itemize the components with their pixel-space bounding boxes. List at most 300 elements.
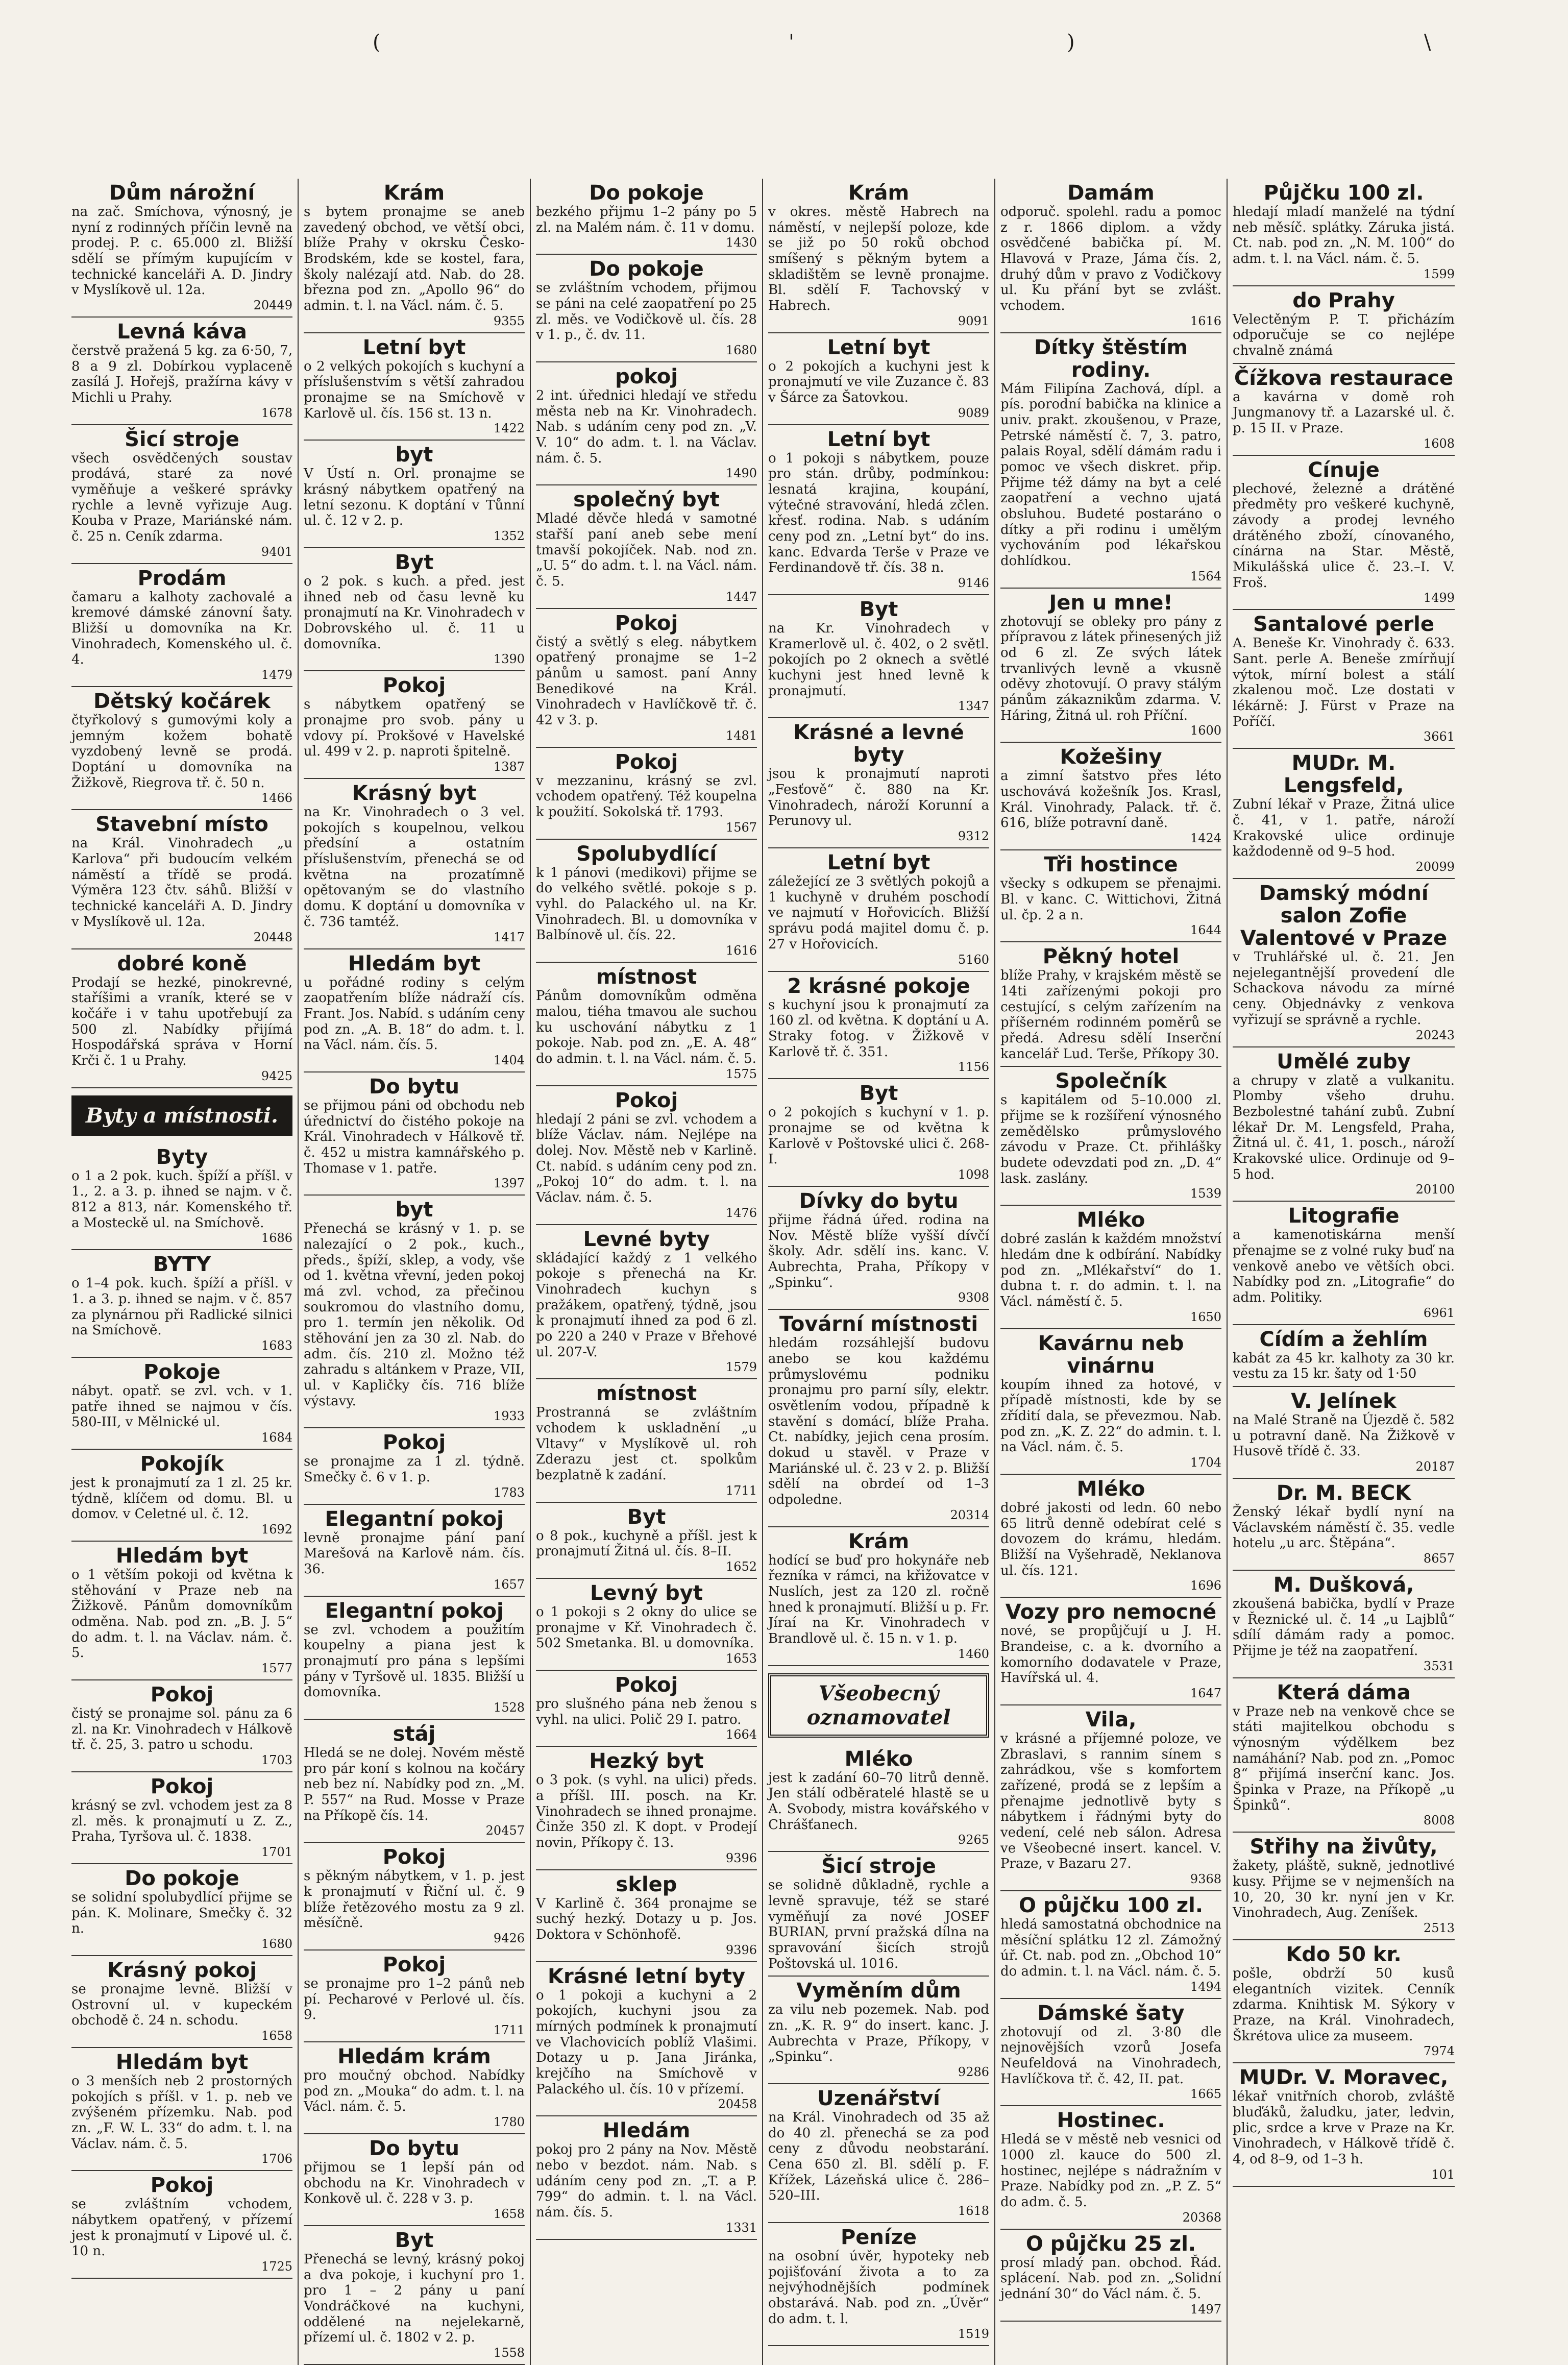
- ad-heading: místnost: [596, 1382, 697, 1406]
- classified-ad: [304, 179, 525, 333]
- ad-heading: Pokoj: [615, 611, 678, 635]
- ad-number: 1331: [725, 2220, 757, 2235]
- ad-body: odporuč. spolehl. radu a pomoc z r. 1866 diplom. a vždy osvědčené babička pí. M. Hlavová v Praze, Jáma čís. 2, druhý dům v pravo z Vodičkovy ul. Ku přání byt se zvlášt. vchodem.: [1000, 204, 1221, 314]
- ad-number: 1519: [958, 2327, 989, 2342]
- ad-number: 1352: [493, 529, 525, 544]
- classified-ad: [71, 318, 292, 425]
- classified-ad: [71, 2171, 292, 2279]
- ad-body: se pronajme za 1 zl. týdně. Smečky č. 6 v 1. p.: [304, 1454, 525, 1485]
- ad-number: 1397: [493, 1176, 525, 1191]
- ad-body: o 1 pokoji a kuchyni a 2 pokojích, kuchyni jsou za mírných podmínek k pronajmutí ve Vlachovicích poblíž Vlašimi. Dotazy u p. Jana Jiránka, krejčího na Smíchově v Palackého ul. čís. 10 v přízemí.: [536, 1987, 757, 2097]
- ad-number: 1577: [261, 1661, 292, 1675]
- ad-body: Hledá se ne dolej. Novém městě pro pár koní s kolnou na kočáry neb bez ní. Nabídky pod zn. „M. P. 557“ na Rud. Mosse v Praze na Příkopě čís. 14.: [304, 1745, 525, 1823]
- classified-ad: [1233, 456, 1455, 611]
- ad-heading: Tovární místnosti: [779, 1312, 978, 1336]
- ad-heading: Do bytu: [369, 1075, 459, 1099]
- ad-number: 20458: [718, 2097, 757, 2112]
- ad-number: 1417: [493, 930, 525, 944]
- ad-number: 1665: [1190, 2087, 1221, 2102]
- ad-body: s pěkným nábytkem, v 1. p. jest k pronajmutí v Řiční ul. č. 9 blíže řetězového mostu za 9 zl. měsíčně.: [304, 1868, 525, 1931]
- ad-body: koupím ihned za hotové, v případě místnosti, kde by se zřídití dala, se převezmou. Nab. pod zn. „K. Z. 22“ do admin. t. l. na Václ. nám. č. 5.: [1000, 1377, 1221, 1455]
- ad-body: plechové, železné a drátěné předměty pro veškeré kuchyně, závody a prodej levného drátěného zboží, cínovaného, cínárna na Star. Městě, Mikulášská ulice č. 23.–I. V. Froš.: [1233, 481, 1455, 591]
- ad-number: 1704: [1190, 1455, 1221, 1470]
- ad-number: 1497: [1190, 2302, 1221, 2317]
- ad-body: čtyřkolový s gumovými koly a jemným kožem bohatě vyzdobený levně se prodá. Doptání u domovníka na Žižkově, Riegrova tř. č. 50 n.: [71, 713, 292, 791]
- classified-ad: [768, 1852, 989, 1977]
- ad-body: hledají mladí manželé na týdní neb měsíč. splátky. Záruka jistá. Ct. nab. pod zn. „N. M. 100“ do adm. t. l. na Václ. nám. č. 5.: [1233, 204, 1455, 267]
- ad-number: 1706: [261, 2152, 292, 2166]
- ad-heading: Dr. M. BECK: [1276, 1481, 1411, 1505]
- classified-ad: [536, 255, 757, 362]
- top-margin-marks: [0, 31, 1568, 61]
- ad-number: 1575: [725, 1066, 757, 1081]
- classified-ad: [1233, 364, 1455, 456]
- classified-ad: [1233, 286, 1455, 364]
- ad-number: 1600: [1190, 723, 1221, 738]
- ad-heading: Hezký byt: [589, 1749, 704, 1773]
- ad-body: na Kr. Vinohradech v Kramerlově ul. č. 402, o 2 světl. pokojích po 2 oknech a světlé kuchyni jest hned levně k pronajmutí.: [768, 621, 989, 699]
- classified-ad: [1000, 589, 1221, 743]
- classified-ad: [536, 1086, 757, 1225]
- classified-ad: [768, 2223, 989, 2346]
- ad-heading: Pokoje: [143, 1360, 220, 1384]
- ad-heading: Do pokoje: [125, 1867, 239, 1890]
- classified-ad: [536, 748, 757, 840]
- ad-heading: MUDr. V. Moravec,: [1239, 2066, 1449, 2090]
- classified-ad: [71, 1956, 292, 2048]
- ad-heading: Umělé zuby: [1277, 1050, 1411, 1074]
- ad-number: 1650: [1190, 1309, 1221, 1324]
- ad-body: záležející ze 3 světlých pokojů a 1 kuchyně v druhém poschodí ve najmutí v Hořovicích. Bližší správu podá majitel domu č. p. 27 v Hořovicích.: [768, 874, 989, 952]
- classified-ad: [1233, 1202, 1455, 1325]
- ad-number: 3531: [1423, 1659, 1455, 1673]
- ad-body: o 1 a 2 pok. kuch. špíží a příšl. v 1., 2. a 3. p. ihned se najm. v č. 812 a 813, nár. Komenského tř. a Mosteckě ul. na Smíchově.: [71, 1168, 292, 1231]
- ad-number: 9265: [958, 1833, 989, 1847]
- classified-ad: [768, 333, 989, 425]
- classified-ad: [304, 1428, 525, 1504]
- classified-ad: [536, 609, 757, 748]
- ad-number: 1618: [958, 2204, 989, 2218]
- ad-body: v mezzaninu, krásný se zvl. vchodem opatřený. Též koupelna k použití. Sokolská tř. 1793.: [536, 773, 757, 820]
- ad-heading: Která dáma: [1277, 1680, 1411, 1704]
- ad-heading: Byt: [859, 598, 898, 622]
- ad-number: 1098: [958, 1167, 989, 1182]
- ad-heading: stáj: [393, 1722, 436, 1746]
- ad-heading: Letní byt: [827, 335, 930, 359]
- ad-number: 1616: [725, 943, 757, 958]
- ad-heading: Spolubydlící: [576, 842, 717, 866]
- ad-heading: Dům nárožní: [109, 181, 255, 205]
- ad-number: 1494: [1190, 1979, 1221, 1994]
- ad-number: 1703: [261, 1752, 292, 1767]
- classified-ad: [304, 671, 525, 779]
- ad-heading: Kdo 50 kr.: [1286, 1943, 1402, 1967]
- ad-heading: Vozy pro nemocné: [1005, 1600, 1217, 1624]
- ad-body: Prodají se hezké, pinokrevné, staříšimi a vraník, které se v kočáře i v tahu upotřebují za 500 zl. Nabídky přijímá Hospodářská správa v Horní Krči č. 1 u Prahy.: [71, 974, 292, 1068]
- classified-ad: [536, 1870, 757, 1962]
- ad-number: 9146: [958, 576, 989, 591]
- ad-heading: Hledám krám: [337, 2045, 491, 2069]
- ad-number: 20100: [1415, 1182, 1455, 1197]
- ad-body: Přenechá se levný, krásný pokoj a dva pokoje, i kuchyní pro 1. pro 1 – 2 pány u paní Vondráčkové na kuchyni, oddělené na nejelekarně, přízemí ul. č. 1802 v 2. p.: [304, 2252, 525, 2346]
- classified-ad: [536, 2116, 757, 2239]
- classified-ad: [1000, 850, 1221, 942]
- classified-ad: [71, 1864, 292, 1956]
- ad-body: o 1 větším pokoji od května k stěhování v Praze neb na Žižkově. Pánům domovníkům odměna. Nab. pod zn. „B. J. 5“ do adm. t. l. na Václav. nám. č. 5.: [71, 1567, 292, 1661]
- ad-number: 1387: [493, 760, 525, 774]
- ad-heading: Elegantní pokoj: [325, 1507, 504, 1531]
- ad-heading: Tři hostince: [1044, 853, 1178, 877]
- ad-heading: Hledám byt: [115, 2051, 249, 2075]
- ad-body: dobré jakosti od ledn. 60 nebo 65 litrů denně odebírat celé s dovozem do krámu, hledám. Bližší na Vyšehradě, Neklanova ul. čís. 121.: [1000, 1500, 1221, 1578]
- ad-heading: Kožešiny: [1060, 745, 1162, 769]
- classified-ad: [768, 425, 989, 595]
- ad-heading: Pokoj: [150, 1683, 214, 1706]
- classified-ad: [304, 1196, 525, 1428]
- ad-body: zkoušená babička, bydlí v Praze v Řeznické ul. č. 14 „u Lajblů“ sdílí dámám rady a pomoc. Přijme je též na zaopatření.: [1233, 1596, 1455, 1659]
- ad-body: se zvl. vchodem a použitím koupelny a piana jest k pronajmutí pro pána s lepšími pány v Tyršově ul. 1835. Bližší u domovníka.: [304, 1622, 525, 1700]
- classified-ad: [1000, 179, 1221, 333]
- classified-ad: [1000, 2230, 1221, 2322]
- column-4: [763, 179, 995, 2365]
- column-3: [531, 179, 763, 2365]
- ad-number: 20449: [253, 298, 292, 313]
- classified-ad: [536, 1747, 757, 1870]
- classified-ad: [304, 1597, 525, 1720]
- ad-body: na Král. Vinohradech od 35 až do 40 zl. přenechá se za pod ceny z důvodu neobstarání. Cena 650 zl. Bl. sdělí p. F. Křížek, Lázeňská ulice č. 286–520–III.: [768, 2110, 989, 2204]
- ad-number: 9091: [958, 313, 989, 328]
- classified-ad: [768, 1187, 989, 1310]
- ad-heading: Hledám: [602, 2119, 691, 2143]
- ad-heading: Pěkný hotel: [1042, 945, 1180, 969]
- ad-number: 9308: [958, 1290, 989, 1305]
- ad-number: 20243: [1415, 1028, 1455, 1042]
- classified-ad: [1233, 1678, 1455, 1833]
- ad-body: o 2 pok. s kuch. a před. jest ihned neb od času levně ku pronajmutí na Kr. Vinohradech v Dobrovského ul. č. 11 u domovníka.: [304, 574, 525, 652]
- ad-heading: Do bytu: [369, 2137, 459, 2161]
- ad-body: o 8 pok., kuchyně a příšl. jest k pronajmutí Žitná ul. čís. 8–II.: [536, 1528, 757, 1559]
- ad-number: 1711: [725, 1483, 757, 1498]
- classified-ad: [304, 2042, 525, 2134]
- ad-heading: O půjčku 25 zl.: [1025, 2232, 1196, 2256]
- classified-ad: [1000, 942, 1221, 1067]
- classified-ad: [1000, 1329, 1221, 1475]
- ad-number: 101: [1431, 2167, 1455, 2182]
- ad-body: pošle, obdrží 50 kusů elegantních vizitek. Cenník zdarma. Knihtisk M. Sýkory v Praze, na Král. Vinohradech, Škrétova ulice za museem.: [1233, 1966, 1455, 2044]
- classified-ad: [71, 949, 292, 1088]
- classified-ad: [71, 179, 292, 318]
- ad-body: a kamenotiskárna menší přenajme se z volné ruky buď na venkově anebo ve větších obci. Nabídky pod zn. „Litografie“ do adm. Politiky.: [1233, 1227, 1455, 1305]
- classified-ad: [304, 1072, 525, 1196]
- ad-body: hledá samostatná obchodnice na měsíční splátku 12 zl. Zámožný úř. Ct. nab. pod zn. „Obchod 10“ do admin. t. l. na Václ. nám. č. 5.: [1000, 1917, 1221, 1980]
- classified-ad: [71, 1358, 292, 1450]
- ad-heading: Elegantní pokoj: [325, 1599, 504, 1623]
- classified-ad: [536, 963, 757, 1086]
- ad-body: a kavárna v domě roh Jungmanovy tř. a Lazarské ul. č. p. 15 II. v Praze.: [1233, 389, 1455, 436]
- ad-heading: Do pokoje: [589, 181, 704, 205]
- classified-ad: [768, 972, 989, 1080]
- ad-body: u pořádné rodiny s celým zaopatřením blíže nádraží cís. Frant. Jos. Nabíd. s udáním ceny pod zn. „A. B. 18“ do adm. t. l. na Václ. nám. čís. 5.: [304, 974, 525, 1053]
- ad-body: za vilu neb pozemek. Nab. pod zn. „K. R. 9“ do insert. kanc. J. Aubrechta v Praze, Příkopy, v „Spinku“.: [768, 2002, 989, 2065]
- ad-heading: Pokoj: [615, 750, 678, 774]
- ad-number: 1608: [1423, 436, 1455, 451]
- ad-body: Mladé děvče hledá v samotné stařší paní aneb sebe mení tmavší pokojíček. Nab. nod zn. „U. 5“ do adm. t. l. na Václ. nám. č. 5.: [536, 511, 757, 590]
- ad-number: 20448: [253, 930, 292, 944]
- ad-body: o 2 pokojích s kuchyní v 1. p. pronajme se od května k Karlově v Poštovské ulici č. 268-I.: [768, 1105, 989, 1167]
- ad-number: 1499: [1423, 591, 1455, 605]
- ad-body: jsou k pronajmutí naproti „Fesťově“ č. 880 na Kr. Vinohradech, nároží Korunní a Perunovy ul.: [768, 766, 989, 829]
- ad-number: 9312: [958, 829, 989, 844]
- classified-ad: [71, 1680, 292, 1772]
- classified-ad: [1233, 1571, 1455, 1678]
- ad-heading: Pokoj: [150, 2174, 214, 2198]
- ad-number: 1404: [493, 1053, 525, 1067]
- ad-number: 1644: [1190, 923, 1221, 938]
- ad-number: 9396: [725, 1850, 757, 1865]
- ad-body: v Praze neb na venkově chce se státi majitelkou obchodu s výnosným výdělkem bez namáhání? Nab. pod zn. „Pomoc 8“ přijímá inserční kanc. Jos. Špinka v Praze, na Příkopě „u Špinků“.: [1233, 1703, 1455, 1813]
- classified-ad: [304, 548, 525, 671]
- ad-body: krásný se zvl. vchodem jest za 8 zl. měs. k pronajmutí u Z. Z., Praha, Tyršova ul. č. 1838.: [71, 1797, 292, 1845]
- classified-ad: [304, 949, 525, 1072]
- ad-body: s nábytkem opatřený se pronajme pro svob. pány u vdovy pí. Prokšové v Havelské ul. 499 v 2. p. naproti špitelně.: [304, 697, 525, 760]
- ad-heading: Pokoj: [382, 1845, 446, 1869]
- ad-heading: Santalové perle: [1253, 613, 1435, 637]
- ad-number: 1424: [1190, 831, 1221, 846]
- ad-number: 9368: [1190, 1872, 1221, 1887]
- classified-ad: [304, 1505, 525, 1597]
- classified-ad: [1000, 743, 1221, 850]
- ad-number: 6961: [1423, 1305, 1455, 1320]
- classified-ad: [768, 179, 989, 333]
- ad-number: 8008: [1423, 1813, 1455, 1828]
- classified-ad: [536, 1225, 757, 1380]
- ad-body: V Karlině č. 364 pronajme se suchý hezký. Dotazy u p. Jos. Doktora v Schönhofě.: [536, 1895, 757, 1943]
- ad-number: 1479: [261, 668, 292, 682]
- ad-heading: dobré koně: [117, 952, 247, 976]
- ad-number: 1783: [493, 1485, 525, 1500]
- ad-number: 9401: [261, 544, 292, 559]
- ad-number: 1567: [725, 820, 757, 835]
- classified-ad: [71, 1772, 292, 1864]
- ad-number: 3661: [1423, 729, 1455, 744]
- ad-number: 1422: [493, 421, 525, 436]
- ad-number: 7974: [1423, 2044, 1455, 2059]
- ad-body: 2 int. úřednici hledají ve středu města neb na Kr. Vinohradech. Nab. s udáním ceny pod zn. „V. V. 10“ do adm. t. l. na Václav. nám. č. 5.: [536, 388, 757, 466]
- ad-body: se pronajme levně. Bližší v Ostrovní ul. v kupeckém obchodě č. 24 n. schodu.: [71, 1982, 292, 2029]
- classified-ad: [304, 333, 525, 441]
- ad-body: žakety, pláště, sukně, jednotlivé kusy. Přijme se v nejmenších na 10, 20, 30 kr. nyní jen v Kr. Vinohradech, Aug. Zeníšek.: [1233, 1858, 1455, 1921]
- classified-ad: [768, 1745, 989, 1852]
- ad-heading: místnost: [596, 965, 697, 989]
- ad-heading: Dítky štěstím rodiny.: [1034, 335, 1188, 382]
- ad-heading: Čížkova restaurace: [1234, 366, 1454, 390]
- margin-mark: ': [789, 31, 794, 54]
- ad-number: 1156: [958, 1060, 989, 1075]
- ad-number: 1558: [493, 2346, 525, 2360]
- ad-body: kabát za 45 kr. kalhoty za 30 kr. vestu za 15 kr. šaty od 1·50: [1233, 1350, 1455, 1382]
- ad-heading: společný byt: [573, 488, 720, 512]
- ad-heading: byt: [395, 443, 433, 467]
- classified-ad: [536, 840, 757, 963]
- ad-number: 20368: [1182, 2210, 1221, 2225]
- column-6: [1228, 179, 1460, 2365]
- ad-heading: Dámské šaty: [1037, 2001, 1185, 2025]
- classified-ad: [304, 1950, 525, 2042]
- ad-body: o 3 pok. (s vyhl. na ulici) předs. a příšl. III. posch. na Kr. Vinohradech se ihned pronajme. Činže 350 zl. K dopt. v Prodejí novin, Příkopy č. 13.: [536, 1772, 757, 1850]
- ad-body: v krásné a příjemné poloze, ve Zbraslavi, s rannim sínem s zahrádkou, vše s komfortem zařízené, prodá se z lepším a přenajme jednotlivě byty s nábytkem i řádnými byty do vedení, celé neb sálon. Adresa ve Všeobecné insert. kancel. V. Praze, v Bazaru 27.: [1000, 1731, 1221, 1872]
- ad-heading: Dětský kočárek: [93, 690, 271, 714]
- ad-body: Zubní lékař v Praze, Žitná ulice č. 41, v 1. patře, nároží Krakovské ulice ordinuje každodenně od 9–5 hod.: [1233, 797, 1455, 860]
- ad-body: jest k pronajmutí za 1 zl. 25 kr. týdně, klíčem od domu. Bl. u domov. v Celetné ul. č. 12.: [71, 1475, 292, 1522]
- ad-number: 20314: [950, 1507, 989, 1522]
- classified-ad: [71, 1450, 292, 1542]
- ad-body: A. Beneše Kr. Vinohrady č. 633. Sant. perle A. Beneše zmírňují výtok, mírní bolest a stálí zkalenou moč. Lze dostati v lékárně: J. Fürst v Praze na Poříčí.: [1233, 636, 1455, 729]
- ad-heading: Mléko: [1076, 1477, 1145, 1501]
- ad-heading: Společník: [1055, 1069, 1167, 1093]
- classified-ad: [1233, 1387, 1455, 1479]
- ad-number: 20099: [1415, 860, 1455, 874]
- ad-body: v Truhlářské ul. č. 21. Jen nejelegantnější provedení dle Schackova návodu za mírné ceny. Objednávky z venkova vyřizují se správně a rychle.: [1233, 949, 1455, 1028]
- ad-heading: Cínuje: [1308, 458, 1380, 482]
- ad-body: čamaru a kalhoty zachovalé a kremové dámské zánovní šaty. Bližší u domovníka na Kr. Vinohradech, Komenského ul. č. 4.: [71, 589, 292, 668]
- ad-number: 1653: [725, 1651, 757, 1666]
- ad-body: všecky s odkupem se přenajmi. Bl. v kanc. C. Wittichovi, Žitná ul. čp. 2 a n.: [1000, 876, 1221, 923]
- classified-ad: [1233, 749, 1455, 879]
- ad-number: 20187: [1415, 1459, 1455, 1474]
- classified-ad: [768, 718, 989, 848]
- ad-heading: Byt: [627, 1505, 666, 1529]
- ad-body: přijmou se 1 lepší pán od obchodu na Kr. Vinohradech v Konkově ul. č. 228 v 3. p.: [304, 2160, 525, 2207]
- ad-body: v okres. městě Habrech na náměstí, v nejlepší poloze, kde se již po 50 roků obchod smíšený s pěkným bytem a skladištěm se levně pronajme. Bl. sdělí F. Tachovský v Habrech.: [768, 204, 989, 314]
- ad-heading: 2 krásné pokoje: [787, 974, 970, 998]
- classified-ad: [71, 687, 292, 810]
- ad-heading: M. Dušková,: [1273, 1573, 1414, 1597]
- ad-number: 9426: [493, 1931, 525, 1946]
- ad-number: 1657: [493, 1577, 525, 1592]
- classified-ad: [536, 1503, 757, 1579]
- ad-number: 1466: [261, 791, 292, 806]
- classified-ad: [1233, 879, 1455, 1047]
- ad-heading: O půjčku 100 zl.: [1018, 1894, 1204, 1918]
- ad-body: a zimní šatstvo přes léto uschovává kožešník Jos. Krasl, Král. Vinohrady, Palack. tř. č. 616, blíže potravní daně.: [1000, 768, 1221, 831]
- ad-number: 1680: [261, 1937, 292, 1952]
- ad-body: o 1 pokoji s nábytkem, pouze pro stán. drůby, podmínkou: lesnatá krajina, koupání, výtečné stravování, hledá zčlen. křesť. rodina. Nab. s udáním ceny pod zn. „Letní byt“ do ins. kanc. Edvarda Terše v Praze ve Ferdinandově tř. čís. 38 n.: [768, 450, 989, 576]
- ad-body: na Malé Straně na Újezdě č. 582 u potravní daně. Na Žižkově v Husově třídě č. 33.: [1233, 1412, 1455, 1459]
- classified-ad: [768, 1310, 989, 1527]
- classified-ad: [1000, 2106, 1221, 2229]
- ad-heading: Letní byt: [827, 851, 930, 875]
- classified-columns: [66, 179, 1460, 2360]
- ad-body: zhotovují od zl. 3·80 dle nejnovějších vzorů Josefa Neufeldová na Vinohradech, Havlíčkova tř. č. 42, II. pat.: [1000, 2024, 1221, 2087]
- ad-heading: Střihy na živůty,: [1250, 1835, 1438, 1859]
- classified-ad: [536, 1671, 757, 1747]
- classified-ad: [536, 1579, 757, 1671]
- classified-ad: [1233, 2063, 1455, 2186]
- ad-heading: Pokoj: [382, 1953, 446, 1977]
- classified-ad: [536, 179, 757, 255]
- classified-ad: [536, 485, 757, 608]
- classified-ad: [71, 1143, 292, 1251]
- ad-number: 1490: [725, 466, 757, 481]
- ad-body: přijme řádná úřed. rodina na Nov. Městě blíže vyšší dívčí školy. Adr. sdělí ins. kanc. V. Aubrechta, Praha, Příkopy v „Spinku“.: [768, 1212, 989, 1290]
- classified-ad: [768, 1977, 989, 2084]
- ad-number: 1390: [493, 652, 525, 667]
- ad-heading: Levné byty: [583, 1227, 710, 1251]
- ad-heading: Krám: [848, 1529, 910, 1553]
- ad-body: s bytem pronajme se aneb zavedený obchod, ve větší obci, blíže Prahy v okrsku Česko-Brodském, kde se kostel, fara, školy nalézají atd. Nab. do 28. března pod zn. „Apollo 96“ do admin. t. l. na Václ. nám. č. 5.: [304, 204, 525, 314]
- ad-heading: Krám: [383, 181, 445, 205]
- classified-ad: [1233, 610, 1455, 749]
- ad-number: 1481: [725, 728, 757, 743]
- ad-heading: Krásný byt: [352, 782, 477, 806]
- column-5: [995, 179, 1228, 2365]
- ad-heading: Krásný pokoj: [107, 1959, 257, 1983]
- ad-number: 1528: [493, 1700, 525, 1715]
- ad-heading: Byty: [156, 1145, 208, 1169]
- classified-ad: [71, 1542, 292, 1680]
- ad-heading: Půjčku 100 zl.: [1263, 181, 1424, 205]
- classified-ad: [768, 2084, 989, 2223]
- ad-heading: Dívky do bytu: [799, 1189, 959, 1213]
- ad-body: a chrupy v zlatě a vulkanitu. Plomby všeho druhu. Bezbolestné tahání zubů. Zubní lékař Dr. M. Lengsfeld, Praha, Žitná ul. č. 41, 1. posch., nároží Krakovské ulice. Ordinuje od 9–5 hod.: [1233, 1072, 1455, 1182]
- ad-number: 1652: [725, 1559, 757, 1574]
- ad-number: 1686: [261, 1231, 292, 1246]
- ad-number: 9396: [725, 1942, 757, 1957]
- ad-heading: Pokojík: [140, 1452, 224, 1476]
- ad-number: 9425: [261, 1068, 292, 1083]
- margin-mark: ): [1067, 31, 1075, 54]
- ad-body: k 1 pánovi (medikovi) přijme se do velkého světlé. pokoje s p. vyhl. do Palackého ul. na Kr. Vinohradech. Bl. u domovníka v Balbínově ul. čís. 22.: [536, 865, 757, 943]
- ad-number: 1539: [1190, 1186, 1221, 1201]
- ad-heading: Krásné a levné byty: [793, 721, 964, 767]
- ad-heading: BYTY: [153, 1253, 211, 1277]
- ad-body: Přenechá se krásný v 1. p. se nalezající o 2 pok., kuch., předs., špíží, sklep, a vody, vše od 1. května vřevní, jeden pokoj má zvl. vchod, za přečinou soukromou do vlastního domu, pro 1. termín jen několik. Od stěhování jen za 30 zl. Nab. do adm. čís. 210 zl. Možno též zahradu s altánkem v Praze, VII, ul. v Kapličky čís. 716 blíže výstavy.: [304, 1221, 525, 1409]
- ad-heading: Kavárnu neb vinárnu: [1038, 1331, 1184, 1378]
- ad-number: 1678: [261, 405, 292, 420]
- ad-heading: Jen u mne!: [1049, 591, 1173, 615]
- ad-body: pokoj pro 2 pány na Nov. Městě nebo v bezdot. nám. Nab. s udáním ceny pod zn. „T. a P. 799“ do admin. t. l. na Václ. nám. čís. 5.: [536, 2142, 757, 2221]
- ad-body: o 3 menších neb 2 prostorných pokojích s příšl. v 1. p. neb ve zvýšeném přízemku. Nab. pod zn. „F. W. L. 33“ do adm. t. l. na Václav. nám. č. 5.: [71, 2074, 292, 2152]
- ad-body: se přijmou páni od obchodu neb úřednictví do čistého pokoje na Král. Vinohradech v Hálkově tř. č. 452 u mistra kamnářského p. Thomase v 1. patře.: [304, 1098, 525, 1176]
- ad-heading: MUDr. M. Lengsfeld,: [1283, 751, 1404, 798]
- classified-ad: [1000, 1475, 1221, 1598]
- ad-number: 9089: [958, 405, 989, 420]
- ad-number: 1680: [725, 343, 757, 358]
- ad-body: Prostranná se zvláštním vchodem k uskladnění „u Vltavy“ v Myslíkově ul. roh Zderazu jest ct. spolkům bezplatně k zadání.: [536, 1405, 757, 1483]
- ad-body: jest k zadání 60–70 litrů denně. Jen stálí odběratelé hlastě se u A. Svobody, mistra kovářského v Chrášťanech.: [768, 1770, 989, 1833]
- ad-number: 9286: [958, 2065, 989, 2080]
- ad-body: s kuchyní jsou k pronajmutí za 160 zl. od května. K doptání u A. Straky fotog. v Žižkově v Karlově tř. č. 351.: [768, 997, 989, 1060]
- ad-body: Pánům domovníkům odměna malou, tiéha tmavou ale suchou ku uschování nábytku z 1 pokoje. Nab. pod zn. „E. A. 48“ do admin. t. l. na Václ. nám. č. 5.: [536, 988, 757, 1066]
- ad-body: Mám Filipína Zachová, dípl. a pís. porodní babička na klinice a univ. prakt. zkoušenou, v Praze, Petrské náměstí č. 7, 3. patro, palais Royal, sdělí dámám radu i pomoc ve všech diskret. přip. Přijme též dámy na byt a celé zaopatření a vechno ujatá obsluhou. Budeté postaráno o dítky a při rodinu i umělým vychováním pod lékařskou dohlídkou.: [1000, 381, 1221, 569]
- ad-body: nové, se propůjčují u J. H. Brandeise, c. a k. dvorního a komorního dodavatele v Praze, Havířská ul. 4.: [1000, 1623, 1221, 1686]
- ad-number: 1725: [261, 2259, 292, 2274]
- ad-body: hledám rozsáhlejší budovu anebo se kou každému průmyslovému podniku pronajmu pro parní síly, elektr. osvětlením vodou, případně k stavění s domácí, blíže Praha. Ct. nabídky, jejich cena prosím. dokud u stavěl. v Praze v Mariánské ul. č. 23 v 2. p. Bližší sdělí na obrdeí od 1–3 odpoledne.: [768, 1335, 989, 1507]
- ad-body: pro slušného pána neb ženou s vyhl. na ulici. Polič 29 I. patro.: [536, 1696, 757, 1727]
- classified-ad: [1000, 1891, 1221, 1999]
- classified-ad: [1000, 1705, 1221, 1891]
- classified-ad: [1233, 1325, 1455, 1387]
- ad-number: 1658: [493, 2207, 525, 2222]
- ad-body: blíže Prahy, v krajském městě se 14ti zařízenými pokoji pro cestující, s celým zařízením na příšerném rodinném poměrů se předá. Adresu sdělí Inserční kancelář Lud. Terše, Příkopy 30.: [1000, 968, 1221, 1062]
- column-1: [66, 179, 299, 2365]
- ad-heading: Letní byt: [827, 427, 930, 451]
- ad-heading: Pokoj: [382, 1431, 446, 1455]
- ad-body: na osobní úvěr, hypoteky neb pojišťování života a to za nejvýhodnějších podmínek obstarává. Nab. pod zn. „Úvěr“ do adm. t. l.: [768, 2249, 989, 2327]
- ad-body: o 2 velkých pokojích s kuchyní a příslušenstvím s větší zahradou pronajme se na Smíchově v Karlově ul. čís. 156 st. 13 n.: [304, 358, 525, 421]
- ad-body: všech osvědčených soustav prodává, staré za nové vyměňuje a veškeré správky rychle a levně vyřizuje Aug. Kouba v Praze, Mariánské nám. č. 25 n. Ceník zdarma.: [71, 450, 292, 545]
- ad-heading: Levná káva: [117, 320, 247, 344]
